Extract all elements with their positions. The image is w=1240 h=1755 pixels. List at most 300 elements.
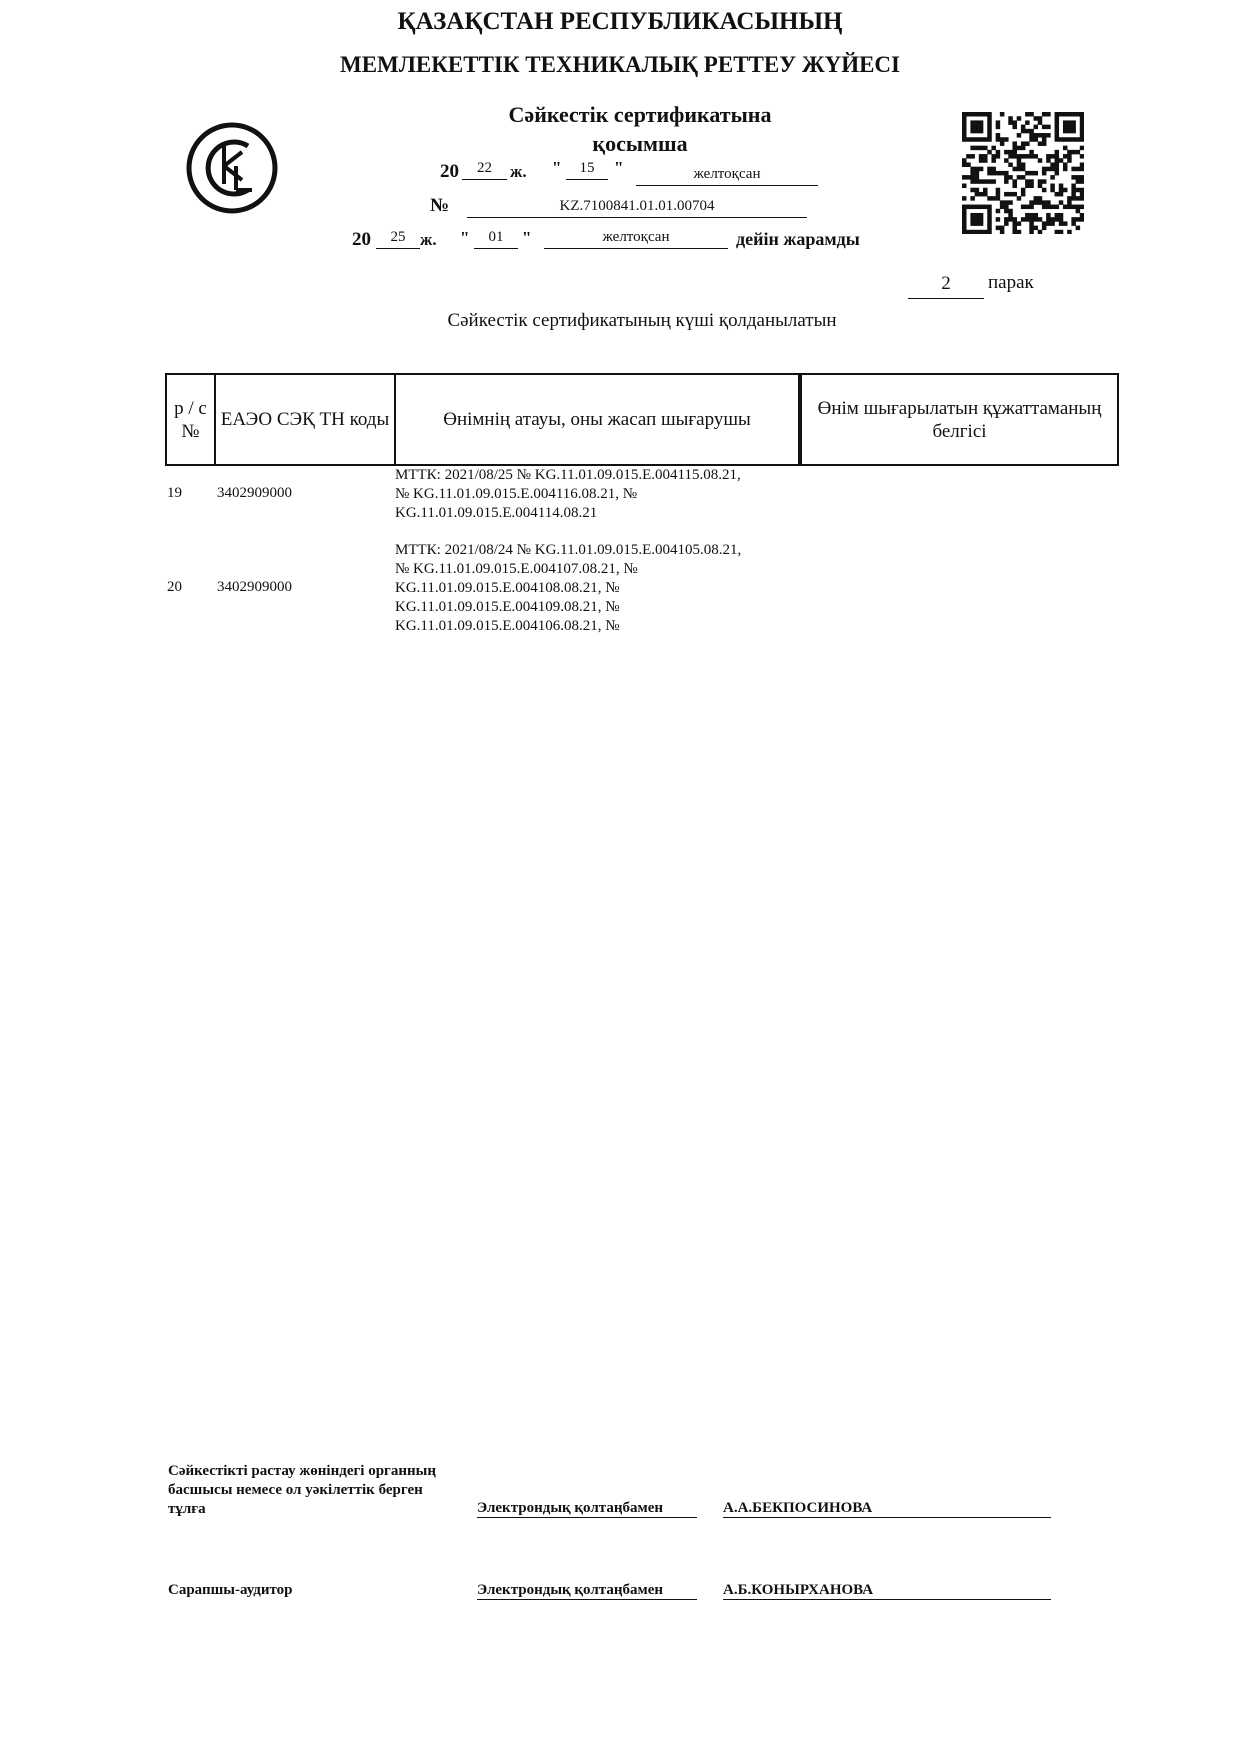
qr-module (1046, 200, 1051, 205)
qr-module (966, 112, 971, 117)
qr-module (1021, 188, 1026, 193)
qr-module (962, 112, 967, 117)
qr-module (1076, 209, 1081, 214)
qr-module (1071, 221, 1076, 226)
qr-module (1042, 125, 1047, 130)
qr-module (1059, 158, 1064, 163)
sheet-label: парак (988, 272, 1034, 293)
valid-month: желтоқсан (544, 226, 728, 249)
product-line: № KG.11.01.09.015.E.004107.08.21, № (395, 561, 638, 577)
qr-module (1063, 162, 1068, 167)
qr-module (966, 230, 971, 234)
qr-module (962, 205, 967, 210)
qr-module (1076, 150, 1081, 155)
qr-module (1038, 141, 1043, 146)
qr-module (1025, 213, 1030, 218)
qr-module (1042, 167, 1047, 172)
row-19-product (395, 466, 741, 523)
qr-module (1025, 154, 1030, 159)
qr-module (1080, 217, 1084, 222)
qr-module (970, 213, 975, 218)
sheet-number: 2 (908, 272, 984, 299)
qr-module (1080, 125, 1084, 130)
qr-module (1067, 125, 1072, 130)
qr-module (991, 179, 996, 184)
qr-module (1021, 167, 1026, 172)
qr-module (1025, 184, 1030, 189)
qr-module (962, 226, 967, 231)
qr-module (1004, 192, 1009, 197)
qr-module (1000, 171, 1005, 176)
qr-module (979, 213, 984, 218)
qr-module (962, 175, 967, 180)
qr-module (975, 167, 980, 172)
qr-module (1004, 179, 1009, 184)
qr-module (1059, 188, 1064, 193)
qr-module (996, 226, 1001, 231)
qr-module (1017, 146, 1022, 151)
qr-module (1029, 129, 1034, 134)
qr-module (1034, 137, 1039, 142)
qr-module (1017, 158, 1022, 163)
qr-module (987, 133, 992, 138)
qr-module (1071, 120, 1076, 125)
qr-module (1029, 112, 1034, 117)
qr-module (966, 154, 971, 159)
qr-module (1050, 167, 1055, 172)
qr-module (1029, 230, 1034, 234)
qr-module (991, 158, 996, 163)
qr-module (1063, 188, 1068, 193)
qr-module (1080, 116, 1084, 121)
doc-title-2: қосымша (592, 131, 688, 156)
role-line: басшысы немесе ол уәкілеттік берген (168, 1482, 423, 1498)
qr-module (991, 154, 996, 159)
qr-module (962, 213, 967, 218)
qr-module (1012, 184, 1017, 189)
qr-module (1063, 205, 1068, 210)
qr-module (1034, 125, 1039, 130)
qr-module (975, 221, 980, 226)
qr-module (975, 217, 980, 222)
qr-module (1034, 196, 1039, 201)
qr-module (970, 120, 975, 125)
qr-module (987, 171, 992, 176)
qr-module (1004, 175, 1009, 180)
qr-module (1017, 196, 1022, 201)
qr-module (1055, 192, 1060, 197)
qr-module (987, 150, 992, 155)
qr-module (1021, 162, 1026, 167)
qr-module (1008, 217, 1013, 222)
qr-module (1008, 213, 1013, 218)
qr-module (1063, 125, 1068, 130)
qr-module (1067, 129, 1072, 134)
qr-module (979, 120, 984, 125)
qr-module (1059, 213, 1064, 218)
qr-module (1042, 141, 1047, 146)
qr-module (1000, 200, 1005, 205)
qr-module (991, 196, 996, 201)
qr-module (1042, 188, 1047, 193)
qr-module (1076, 112, 1081, 117)
qr-module (1080, 167, 1084, 172)
qr-module (1055, 129, 1060, 134)
product-line: МТТК: 2021/08/24 № KG.11.01.09.015.E.004105.08.21, (395, 542, 742, 558)
qr-module (1067, 150, 1072, 155)
qr-module (1004, 209, 1009, 214)
header-line-1: ҚАЗАҚСТАН РЕСПУБЛИКАСЫНЫҢ (397, 8, 843, 35)
qr-module (1046, 133, 1051, 138)
qr-module (1042, 171, 1047, 176)
qr-module (1004, 158, 1009, 163)
qr-module (1025, 171, 1030, 176)
qr-module (1046, 221, 1051, 226)
qr-module (1000, 141, 1005, 146)
qr-module (1050, 188, 1055, 193)
qr-module (1080, 133, 1084, 138)
qr-module (987, 112, 992, 117)
qr-module (1076, 167, 1081, 172)
qr-module (987, 209, 992, 214)
qr-module (1029, 205, 1034, 210)
qr-module (1004, 150, 1009, 155)
qr-module (975, 125, 980, 130)
qr-module (1076, 226, 1081, 231)
qr-module (996, 137, 1001, 142)
qr-module (1067, 112, 1072, 117)
qr-module (975, 171, 980, 176)
qr-module (987, 116, 992, 121)
qr-module (1012, 179, 1017, 184)
qr-module (987, 221, 992, 226)
qr-module (970, 137, 975, 142)
qr-module (975, 175, 980, 180)
qr-module (987, 196, 992, 201)
qr-module (979, 167, 984, 172)
qr-module (962, 129, 967, 134)
qr-module (1059, 184, 1064, 189)
doc-title-1: Сәйкестік сертификатына (508, 102, 772, 127)
qr-module (1063, 167, 1068, 172)
qr-module (1034, 133, 1039, 138)
qr-module (1071, 217, 1076, 222)
product-line: KG.11.01.09.015.E.004114.08.21 (395, 505, 598, 521)
qr-module (1055, 167, 1060, 172)
qr-module (1029, 154, 1034, 159)
qr-module (1059, 137, 1064, 142)
qr-module (970, 230, 975, 234)
qr-module (966, 162, 971, 167)
qr-module (983, 112, 988, 117)
qr-module (996, 171, 1001, 176)
qr-module (1059, 200, 1064, 205)
qr-module (1038, 230, 1043, 234)
qr-module (962, 158, 967, 163)
qr-module (1080, 112, 1084, 117)
qr-module (996, 192, 1001, 197)
qr-module (1008, 116, 1013, 121)
qr-module (987, 137, 992, 142)
qr-module (975, 129, 980, 134)
qr-module (987, 230, 992, 234)
qr-module (975, 192, 980, 197)
qr-module (979, 129, 984, 134)
qr-module (1021, 205, 1026, 210)
qr-module (979, 221, 984, 226)
col-header-product: Өнімнің атауы, оны жасап шығарушы (395, 374, 800, 465)
qr-module (979, 112, 984, 117)
issue-century: 20 (440, 161, 459, 182)
qr-module (1029, 171, 1034, 176)
qr-module (1076, 179, 1081, 184)
qr-module (1004, 221, 1009, 226)
qr-module (1025, 120, 1030, 125)
valid-day: 01 (474, 226, 518, 249)
qr-module (1008, 209, 1013, 214)
qr-module (1076, 217, 1081, 222)
valid-century: 20 (352, 229, 371, 250)
qr-module (1080, 146, 1084, 151)
qr-module (966, 205, 971, 210)
qr-module (1008, 200, 1013, 205)
qr-module (1050, 154, 1055, 159)
qr-module (1008, 192, 1013, 197)
qr-module (1038, 200, 1043, 205)
qr-module (987, 129, 992, 134)
qr-module (1021, 175, 1026, 180)
row-19-code: 3402909000 (217, 485, 292, 501)
qr-module (1012, 167, 1017, 172)
col-header-number: р / с № (166, 374, 215, 465)
qr-module (975, 120, 980, 125)
qr-module (1080, 120, 1084, 125)
qr-module (1063, 221, 1068, 226)
qr-module (975, 230, 980, 234)
qr-module (987, 125, 992, 130)
qr-module (1025, 217, 1030, 222)
qr-module (962, 209, 967, 214)
qr-module (1055, 158, 1060, 163)
qr-module (996, 209, 1001, 214)
qr-module (962, 116, 967, 121)
qr-module (1055, 112, 1060, 117)
qr-module (996, 125, 1001, 130)
qr-module (1012, 221, 1017, 226)
qr-module (1012, 146, 1017, 151)
issue-year-suffix: ж. (510, 162, 527, 181)
qr-module (1080, 154, 1084, 159)
qr-module (1055, 137, 1060, 142)
qr-module (970, 129, 975, 134)
issue-quote-close: " (614, 158, 624, 177)
qr-module (987, 226, 992, 231)
valid-quote-open: " (460, 228, 470, 247)
qr-module (1080, 129, 1084, 134)
qr-module (975, 112, 980, 117)
signature-1-role (168, 1462, 436, 1519)
qr-module (1063, 112, 1068, 117)
qr-module (1046, 125, 1051, 130)
qr-module (1059, 192, 1064, 197)
qr-module (1059, 221, 1064, 226)
qr-module (1000, 226, 1005, 231)
qr-module (1029, 226, 1034, 231)
row-20-code: 3402909000 (217, 579, 292, 595)
header-line-2: МЕМЛЕКЕТТІК ТЕХНИКАЛЫҚ РЕТТЕУ ЖҮЙЕСІ (339, 52, 900, 77)
qr-module (1012, 226, 1017, 231)
qr-module (1067, 196, 1072, 201)
qr-module (1055, 150, 1060, 155)
qr-module (1080, 213, 1084, 218)
qr-module (1004, 137, 1009, 142)
qr-module (1012, 230, 1017, 234)
qr-module (1076, 137, 1081, 142)
qr-module (1067, 200, 1072, 205)
qr-module (1050, 175, 1055, 180)
qr-module (987, 167, 992, 172)
qr-module (1038, 116, 1043, 121)
qr-module (1038, 179, 1043, 184)
qr-module (970, 125, 975, 130)
qr-module (1000, 230, 1005, 234)
qr-module (983, 230, 988, 234)
qr-module (1042, 137, 1047, 142)
qr-module (991, 171, 996, 176)
qr-module (1012, 141, 1017, 146)
certification-logo-icon (186, 122, 278, 214)
qr-module (1042, 221, 1047, 226)
qr-module (979, 158, 984, 163)
qr-module (1046, 213, 1051, 218)
qr-module (1021, 129, 1026, 134)
qr-module (1038, 120, 1043, 125)
qr-module (1029, 179, 1034, 184)
qr-module (1055, 154, 1060, 159)
qr-module (962, 133, 967, 138)
signature-2-method: Электрондық қолтаңбамен (477, 1582, 697, 1600)
signature-1-method: Электрондық қолтаңбамен (477, 1500, 697, 1518)
qr-module (1071, 150, 1076, 155)
qr-module (1071, 137, 1076, 142)
certificate-number: KZ.7100841.01.01.00704 (467, 195, 807, 218)
qr-module (1050, 205, 1055, 210)
product-line: KG.11.01.09.015.E.004106.08.21, № (395, 618, 620, 634)
issue-day: 15 (566, 157, 608, 180)
qr-module (975, 137, 980, 142)
qr-module (1055, 205, 1060, 210)
qr-module (1021, 146, 1026, 151)
qr-module (970, 205, 975, 210)
qr-module (979, 137, 984, 142)
role-line: Сарапшы-аудитор (168, 1582, 293, 1598)
qr-module (1046, 167, 1051, 172)
qr-module (966, 175, 971, 180)
qr-module (1034, 171, 1039, 176)
valid-suffix: дейін жарамды (736, 229, 860, 249)
qr-module (1004, 200, 1009, 205)
qr-module (996, 133, 1001, 138)
product-line: МТТК: 2021/08/25 № KG.11.01.09.015.E.004115.08.21, (395, 467, 741, 483)
qr-module (996, 154, 1001, 159)
qr-module (979, 205, 984, 210)
qr-module (1055, 125, 1060, 130)
qr-module (1071, 196, 1076, 201)
issue-quote-open: " (552, 158, 562, 177)
qr-module (1029, 137, 1034, 142)
qr-module (962, 230, 967, 234)
product-line: KG.11.01.09.015.E.004109.08.21, № (395, 599, 620, 615)
qr-module (1000, 112, 1005, 117)
qr-module (1008, 154, 1013, 159)
valid-year-suffix: ж. (420, 230, 437, 249)
qr-module (1046, 205, 1051, 210)
qr-module (962, 125, 967, 130)
qr-module (1055, 120, 1060, 125)
qr-module (1034, 116, 1039, 121)
qr-module (1008, 120, 1013, 125)
row-19-number: 19 (167, 485, 182, 501)
qr-module (987, 120, 992, 125)
qr-module (1055, 213, 1060, 218)
qr-module (1080, 162, 1084, 167)
qr-module (1080, 205, 1084, 210)
qr-module (1021, 125, 1026, 130)
qr-module (1050, 184, 1055, 189)
qr-module (1071, 125, 1076, 130)
qr-module (1025, 179, 1030, 184)
qr-module (983, 137, 988, 142)
qr-module (1012, 120, 1017, 125)
issue-year: 22 (462, 157, 507, 180)
qr-module (970, 179, 975, 184)
qr-module (987, 217, 992, 222)
qr-module (1080, 179, 1084, 184)
qr-module (1076, 188, 1081, 193)
qr-module (1029, 221, 1034, 226)
qr-module (1080, 192, 1084, 197)
intro-text: Сәйкестік сертификатының күші қолданылатын (447, 310, 837, 331)
qr-module (962, 196, 967, 201)
qr-module (970, 175, 975, 180)
qr-module (962, 217, 967, 222)
qr-module (1000, 205, 1005, 210)
qr-module (962, 137, 967, 142)
qr-module (962, 184, 967, 189)
qr-module (1000, 137, 1005, 142)
role-line: тұлға (168, 1501, 206, 1517)
qr-module (970, 112, 975, 117)
qr-module (1080, 188, 1084, 193)
qr-module (1008, 150, 1013, 155)
qr-module (1017, 175, 1022, 180)
product-line: KG.11.01.09.015.E.004108.08.21, № (395, 580, 620, 596)
qr-module (970, 217, 975, 222)
qr-module (996, 196, 1001, 201)
qr-module (1063, 129, 1068, 134)
qr-module (983, 205, 988, 210)
qr-module (1021, 217, 1026, 222)
qr-module (1038, 217, 1043, 222)
qr-module (1038, 158, 1043, 163)
qr-module (1012, 154, 1017, 159)
qr-module (1080, 175, 1084, 180)
qr-module (1004, 205, 1009, 210)
qr-module (1046, 112, 1051, 117)
qr-module (987, 205, 992, 210)
qr-module (1063, 146, 1068, 151)
qr-module (1071, 112, 1076, 117)
